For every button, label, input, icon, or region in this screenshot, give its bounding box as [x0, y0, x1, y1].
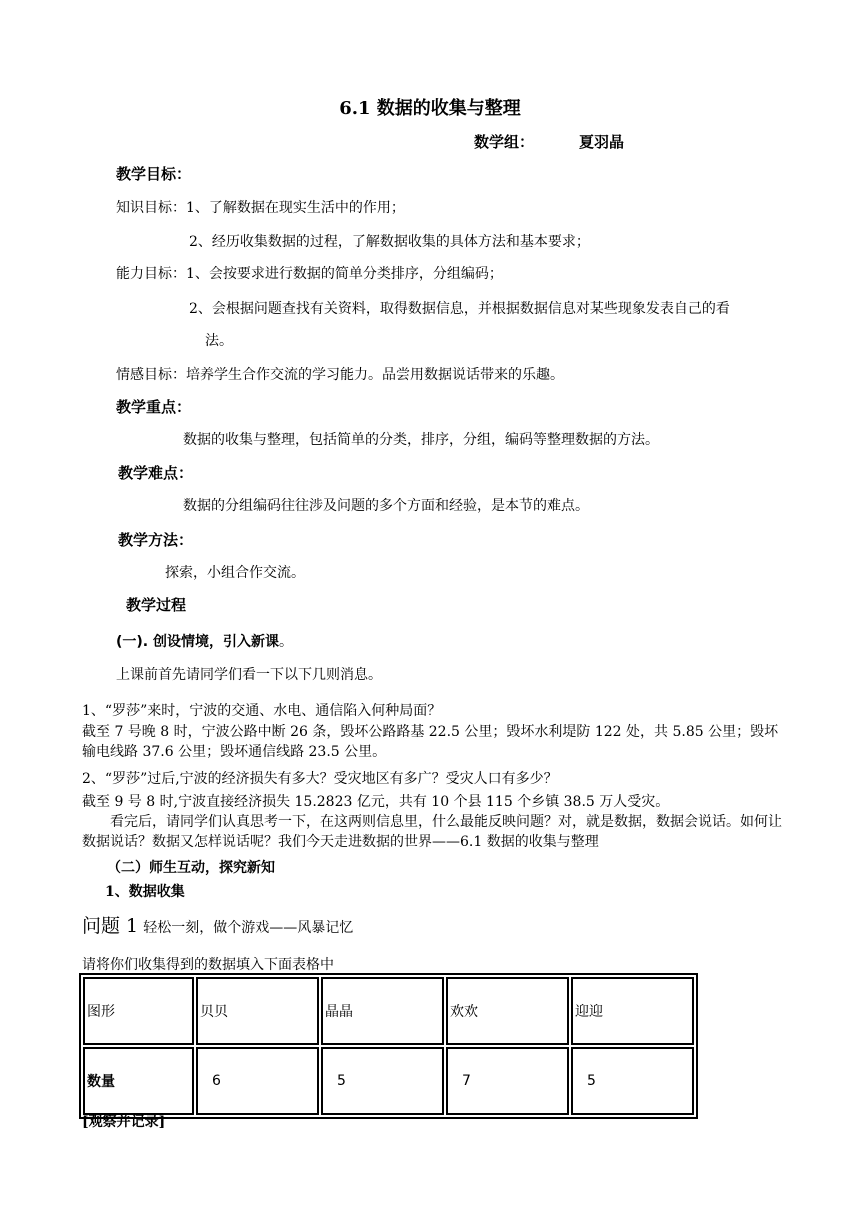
- news1-question: 1、“罗莎”来时，宁波的交通、水电、通信陷入何种局面？: [82, 703, 442, 719]
- method-text: 探索，小组合作交流。: [165, 565, 305, 581]
- table-cell: 5: [571, 1047, 694, 1115]
- author-name: 夏羽晶: [579, 133, 625, 151]
- table-row: [83, 1047, 694, 1115]
- method-heading: 教学方法：: [118, 531, 194, 549]
- table-cell: 6: [196, 1047, 319, 1115]
- table-header-row: [83, 977, 694, 1045]
- reflection-text: 看完后，请同学们认真思考一下，在这两则信息里，什么最能反映问题？对，就是数据，数据会说话。如何让数据说话？数据又怎样说话呢？我们今天走进数据的世界——6.1 数据的收集与整理: [82, 814, 782, 850]
- table-row-label: 数量: [83, 1047, 194, 1115]
- observe-label: [观察并记录]: [82, 1114, 166, 1130]
- table-cell: 5: [321, 1047, 444, 1115]
- knowledge-goal-2: 2、经历收集数据的过程，了解数据收集的具体方法和基本要求；: [189, 234, 590, 250]
- key-points-heading: 教学重点：: [116, 398, 192, 416]
- news1-answer: 截至 7 号晚 8 时，宁波公路中断 26 条，毁坏公路路基 22.5 公里；毁坏水利堤防 122 处，共 5.85 公里；毁坏输电线路 37.6 公里；毁坏通信线路 23.5 公里。: [82, 724, 779, 760]
- section1-heading-tail: 。: [279, 634, 293, 650]
- table-header-cell: 欢欢: [446, 977, 569, 1045]
- question-1: [82, 911, 353, 938]
- question-1-label: 问题 1: [82, 915, 139, 937]
- news2-answer: 截至 9 号 8 时,宁波直接经济损失 15.2823 亿元，共有 10 个县 115 个乡镇 38.5 万人受灾。: [82, 794, 670, 810]
- sub1-heading: 1、数据收集: [105, 884, 185, 900]
- ability-goal-2a: 2、会根据问题查找有关资料，取得数据信息，并根据数据信息对某些现象发表自己的看: [189, 301, 730, 317]
- ability-goal-1: 能力目标：1、会按要求进行数据的简单分类排序，分组编码；: [116, 266, 503, 282]
- page-title: 6.1 数据的收集与整理: [339, 98, 521, 119]
- section1-heading-text: (一). 创设情境，引入新课: [116, 634, 279, 650]
- section2-heading: （二）师生互动，探究新知: [107, 860, 275, 876]
- table-cell: 7: [446, 1047, 569, 1115]
- emotion-goal: 情感目标：培养学生合作交流的学习能力。品尝用数据说话带来的乐趣。: [116, 367, 564, 383]
- table-header-cell: 图形: [83, 977, 194, 1045]
- author-group-label: 数学组：: [474, 133, 535, 151]
- process-heading: 教学过程: [126, 596, 187, 614]
- table-header-cell: 贝贝: [196, 977, 319, 1045]
- section1-heading: [116, 631, 293, 651]
- table-intro: 请将你们收集得到的数据填入下面表格中: [82, 957, 334, 973]
- intro-text: 上课前首先请同学们看一下以下几则消息。: [116, 667, 382, 683]
- table-header-cell: 晶晶: [321, 977, 444, 1045]
- ability-goal-2b: 法。: [205, 333, 233, 349]
- table-header-cell: 迎迎: [571, 977, 694, 1045]
- data-table: [79, 973, 698, 1119]
- knowledge-goal-1: 知识目标：1、了解数据在现实生活中的作用；: [116, 200, 405, 216]
- goals-heading: 教学目标：: [116, 165, 192, 183]
- news2-question: 2、“罗莎”过后,宁波的经济损失有多大？受灾地区有多广？受灾人口有多少？: [82, 771, 558, 787]
- difficulty-heading: 教学难点：: [118, 464, 194, 482]
- key-points-text: 数据的收集与整理，包括简单的分类，排序，分组，编码等整理数据的方法。: [183, 432, 659, 448]
- difficulty-text: 数据的分组编码往往涉及问题的多个方面和经验，是本节的难点。: [183, 498, 589, 514]
- question-1-text: 轻松一刻，做个游戏——风暴记忆: [143, 920, 354, 936]
